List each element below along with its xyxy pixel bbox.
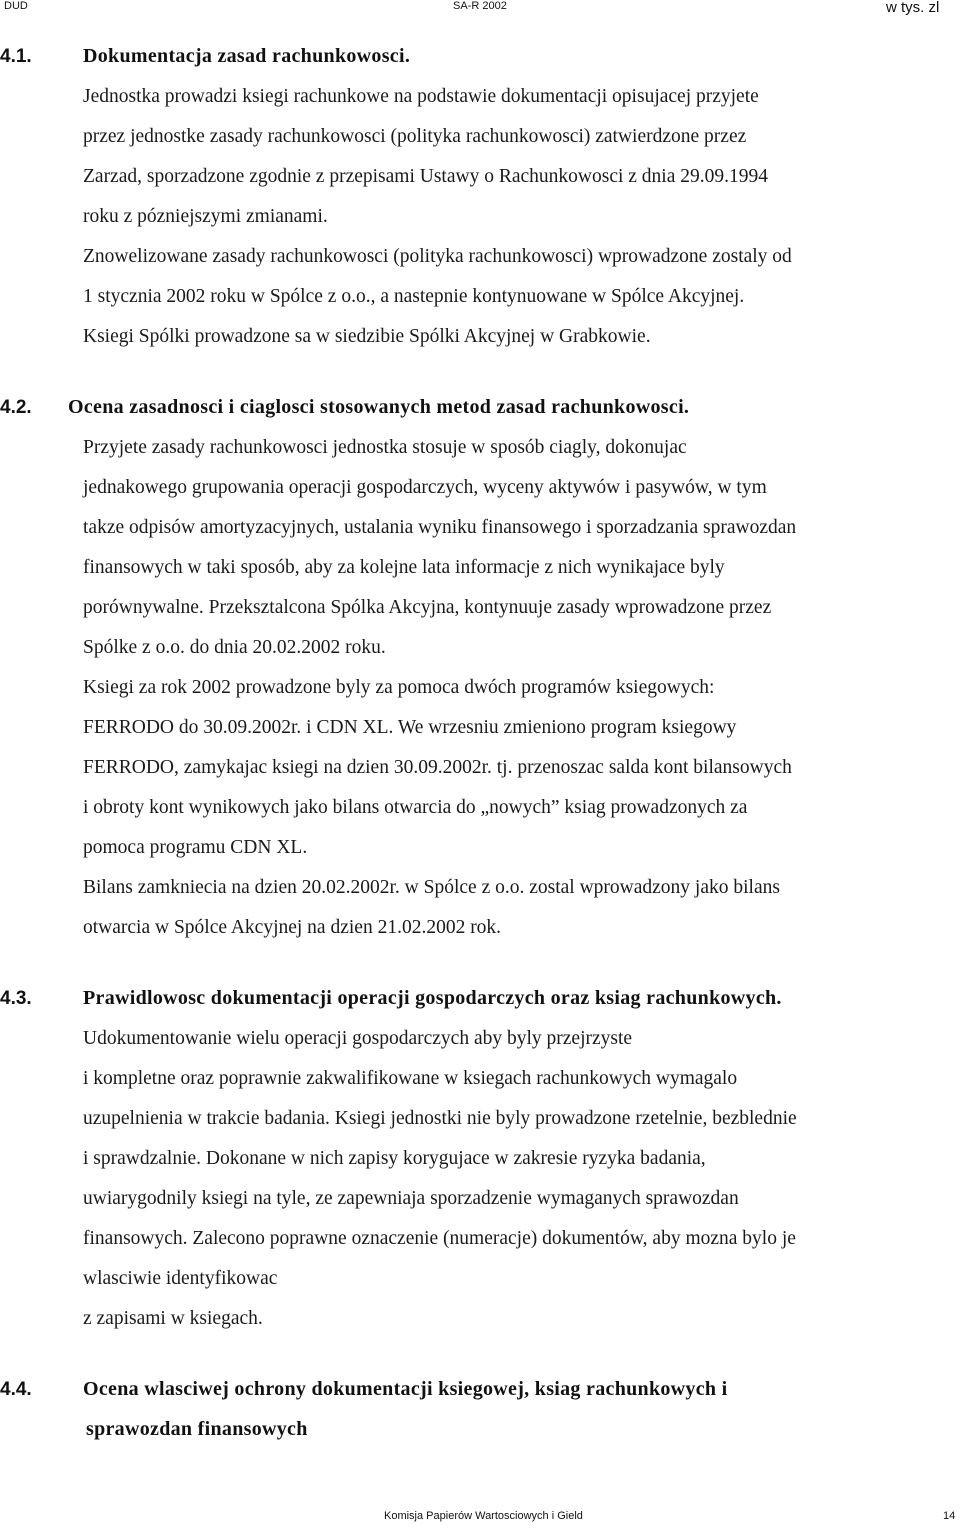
paragraph-line: przez jednostke zasady rachunkowosci (polityka rachunkowosci) zatwierdzone przez (83, 126, 747, 147)
section-number: 4.3. (0, 988, 32, 1009)
paragraph-line: Jednostka prowadzi ksiegi rachunkowe na podstawie dokumentacji opisujacej przyjete (83, 86, 759, 107)
section-title: Ocena zasadnosci i ciaglosci stosowanych metod zasad rachunkowosci. (68, 396, 690, 418)
paragraph-line: uzupelnienia w trakcie badania. Ksiegi jednostki nie byly prowadzone rzetelnie, bezblednie (83, 1108, 797, 1129)
paragraph-line: uwiarygodnily ksiegi na tyle, ze zapewniaja sporzadzenie wymaganych sprawozdan (83, 1188, 739, 1209)
page-number: 14 (943, 1510, 956, 1522)
section-title: Dokumentacja zasad rachunkowosci. (83, 45, 411, 67)
paragraph-line: i obroty kont wynikowych jako bilans otwarcia do „nowych” ksiag prowadzonych za (83, 797, 748, 818)
paragraph-line: wlasciwie identyfikowac (83, 1268, 278, 1289)
paragraph-line: FERRODO, zamykajac ksiegi na dzien 30.09.2002r. tj. przenoszac salda kont bilansowych (83, 757, 792, 778)
paragraph-line: 1 stycznia 2002 roku w Spólce z o.o., a nastepnie kontynuowane w Spólce Akcyjnej. (83, 286, 745, 307)
paragraph-line: Spólke z o.o. do dnia 20.02.2002 roku. (83, 637, 386, 658)
header-left-label: DUD (4, 0, 28, 12)
paragraph-line: Ksiegi Spólki prowadzone sa w siedzibie Spólki Akcyjnej w Grabkowie. (83, 326, 651, 347)
footer-source: Komisja Papierów Wartosciowych i Gield (384, 1510, 583, 1522)
section-number: 4.4. (0, 1379, 32, 1400)
paragraph-line: porównywalne. Przeksztalcona Spólka Akcyjna, kontynuuje zasady wprowadzone przez (83, 597, 772, 618)
paragraph-line: takze odpisów amortyzacyjnych, ustalania wyniku finansowego i sporzadzania sprawozdan (83, 517, 797, 538)
paragraph-line: Znowelizowane zasady rachunkowosci (polityka rachunkowosci) wprowadzone zostaly od (83, 246, 792, 267)
paragraph-line: finansowych. Zalecono poprawne oznaczenie (numeracje) dokumentów, aby mozna bylo je (83, 1228, 796, 1249)
paragraph-line: pomoca programu CDN XL. (83, 837, 308, 858)
paragraph-line: i sprawdzalnie. Dokonane w nich zapisy korygujace w zakresie ryzyka badania, (83, 1148, 706, 1169)
paragraph-line: roku z pózniejszymi zmianami. (83, 206, 328, 227)
section-title: Ocena wlasciwej ochrony dokumentacji ksiegowej, ksiag rachunkowych i (83, 1378, 728, 1400)
paragraph-line: Przyjete zasady rachunkowosci jednostka stosuje w sposób ciagly, dokonujac (83, 437, 687, 458)
paragraph-line: Udokumentowanie wielu operacji gospodarczych aby byly przejrzyste (83, 1028, 633, 1049)
header-report-code: SA-R 2002 (453, 0, 507, 12)
paragraph-line: otwarcia w Spólce Akcyjnej na dzien 21.02.2002 rok. (83, 917, 502, 938)
section-title-continuation: sprawozdan finansowych (86, 1418, 308, 1440)
paragraph-line: z zapisami w ksiegach. (83, 1308, 263, 1329)
paragraph-line: Bilans zamkniecia na dzien 20.02.2002r. w Spólce z o.o. zostal wprowadzony jako bilans (83, 877, 780, 898)
section-number: 4.2. (0, 397, 32, 418)
paragraph-line: FERRODO do 30.09.2002r. i CDN XL. We wrzesniu zmieniono program ksiegowy (83, 717, 737, 738)
header-unit-label: w tys. zl (886, 0, 940, 16)
paragraph-line: i kompletne oraz poprawnie zakwalifikowane w ksiegach rachunkowych wymagalo (83, 1068, 738, 1089)
section-title: Prawidlowosc dokumentacji operacji gospodarczych oraz ksiag rachunkowych. (83, 987, 782, 1009)
paragraph-line: finansowych w taki sposób, aby za kolejne lata informacje z nich wynikajace byly (83, 557, 725, 578)
paragraph-line: jednakowego grupowania operacji gospodarczych, wyceny aktywów i pasywów, w tym (83, 477, 767, 498)
paragraph-line: Ksiegi za rok 2002 prowadzone byly za pomoca dwóch programów ksiegowych: (83, 677, 715, 698)
paragraph-line: Zarzad, sporzadzone zgodnie z przepisami Ustawy o Rachunkowosci z dnia 29.09.1994 (83, 166, 768, 187)
section-number: 4.1. (0, 46, 32, 67)
